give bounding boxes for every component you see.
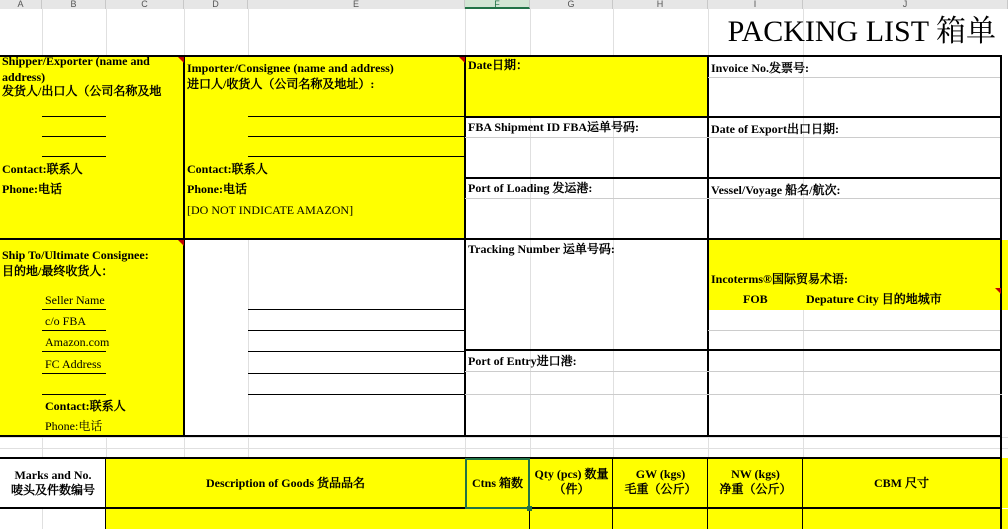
- care-of-fba: c/o FBA: [45, 314, 87, 328]
- column-header-j[interactable]: J: [803, 0, 1008, 9]
- column-header-c[interactable]: C: [106, 0, 184, 9]
- qty-header[interactable]: [530, 459, 613, 507]
- column-header-b[interactable]: B: [42, 0, 106, 9]
- nw-header-cn: 净重（公斤）: [719, 482, 792, 496]
- fba-shipment-label: FBA Shipment ID FBA运单号码:: [468, 120, 640, 134]
- seller-name: Seller Name: [45, 293, 105, 307]
- shipper-label-cn: 发货人/出口人（公司名称及地: [2, 84, 162, 98]
- description-header-text: Description of Goods 货品品名: [205, 475, 365, 490]
- column-header-e[interactable]: E: [248, 0, 465, 9]
- nw-header-en: NW (kgs): [731, 467, 780, 481]
- shipper-contact: Contact:联系人: [2, 162, 83, 176]
- shipper-label-en: Shipper/Exporter (name and: [2, 54, 150, 68]
- qty-header-en: Qty (pcs) 数量: [534, 467, 609, 481]
- cbm-header-text: CBM 尺寸: [874, 475, 929, 490]
- amazon-com: Amazon.com: [45, 335, 110, 349]
- port-of-entry-label: Port of Entry进口港:: [468, 354, 577, 368]
- gw-header-en: GW (kgs): [635, 467, 686, 481]
- column-header-h[interactable]: H: [613, 0, 708, 9]
- importer-label-cn: 进口人/收货人（公司名称及地址）:: [187, 77, 375, 91]
- marks-header[interactable]: [0, 459, 106, 507]
- nw-header[interactable]: [708, 459, 803, 507]
- shipper-label-en-2: address): [2, 70, 46, 84]
- gw-header[interactable]: [613, 459, 708, 507]
- column-header-a[interactable]: A: [0, 0, 42, 9]
- date-label: Date日期：: [468, 58, 528, 72]
- page-title: PACKING LIST 箱单: [727, 15, 996, 48]
- invoice-label: Invoice No.发票号:: [711, 61, 809, 75]
- port-of-loading-label: Port of Loading 发运港:: [468, 181, 593, 195]
- ship-to-contact: Contact:联系人: [45, 399, 126, 413]
- marks-header-en: Marks and No.: [14, 468, 92, 482]
- fob-value: FOB: [743, 292, 768, 306]
- incoterms-label: Incoterms®国际贸易术语:: [711, 272, 848, 286]
- ctns-header[interactable]: [465, 459, 530, 507]
- comment-indicator[interactable]: [995, 288, 1001, 294]
- importer-label-en: Importer/Consignee (name and address): [187, 61, 394, 75]
- qty-header-cn: （件）: [553, 482, 590, 496]
- importer-contact: Contact:联系人: [187, 162, 268, 176]
- gw-header-cn: 毛重（公斤）: [624, 482, 697, 496]
- ship-to-phone: Phone:电话: [45, 419, 103, 433]
- column-header-g[interactable]: G: [530, 0, 613, 9]
- cbm-header[interactable]: [803, 459, 1000, 507]
- ctns-header-text: Ctns 箱数: [471, 475, 523, 490]
- shipper-phone: Phone:电话: [2, 182, 63, 196]
- tracking-number-label: Tracking Number 运单号码:: [468, 242, 615, 256]
- importer-note: [DO NOT INDICATE AMAZON]: [187, 203, 354, 217]
- comment-indicator[interactable]: [178, 57, 184, 63]
- fc-address: FC Address: [45, 357, 102, 371]
- vessel-voyage-label: Vessel/Voyage 船名/航次:: [711, 183, 841, 197]
- column-header-d[interactable]: D: [184, 0, 248, 9]
- column-header-i[interactable]: I: [708, 0, 803, 9]
- importer-phone: Phone:电话: [187, 182, 248, 196]
- column-header-f[interactable]: F: [465, 0, 530, 9]
- departure-city-label: Depature City 目的地城市: [806, 292, 942, 306]
- description-header[interactable]: [106, 459, 465, 507]
- date-of-export-label: Date of Export出口日期:: [711, 122, 839, 136]
- marks-header-cn: 唛头及件数编号: [10, 483, 95, 497]
- table-first-row[interactable]: [106, 509, 1008, 529]
- comment-indicator[interactable]: [459, 57, 465, 63]
- ship-to-label-cn: 目的地/最终收货人：: [2, 264, 114, 278]
- comment-indicator[interactable]: [178, 240, 184, 246]
- ship-to-label-en: Ship To/Ultimate Consignee:: [2, 248, 149, 262]
